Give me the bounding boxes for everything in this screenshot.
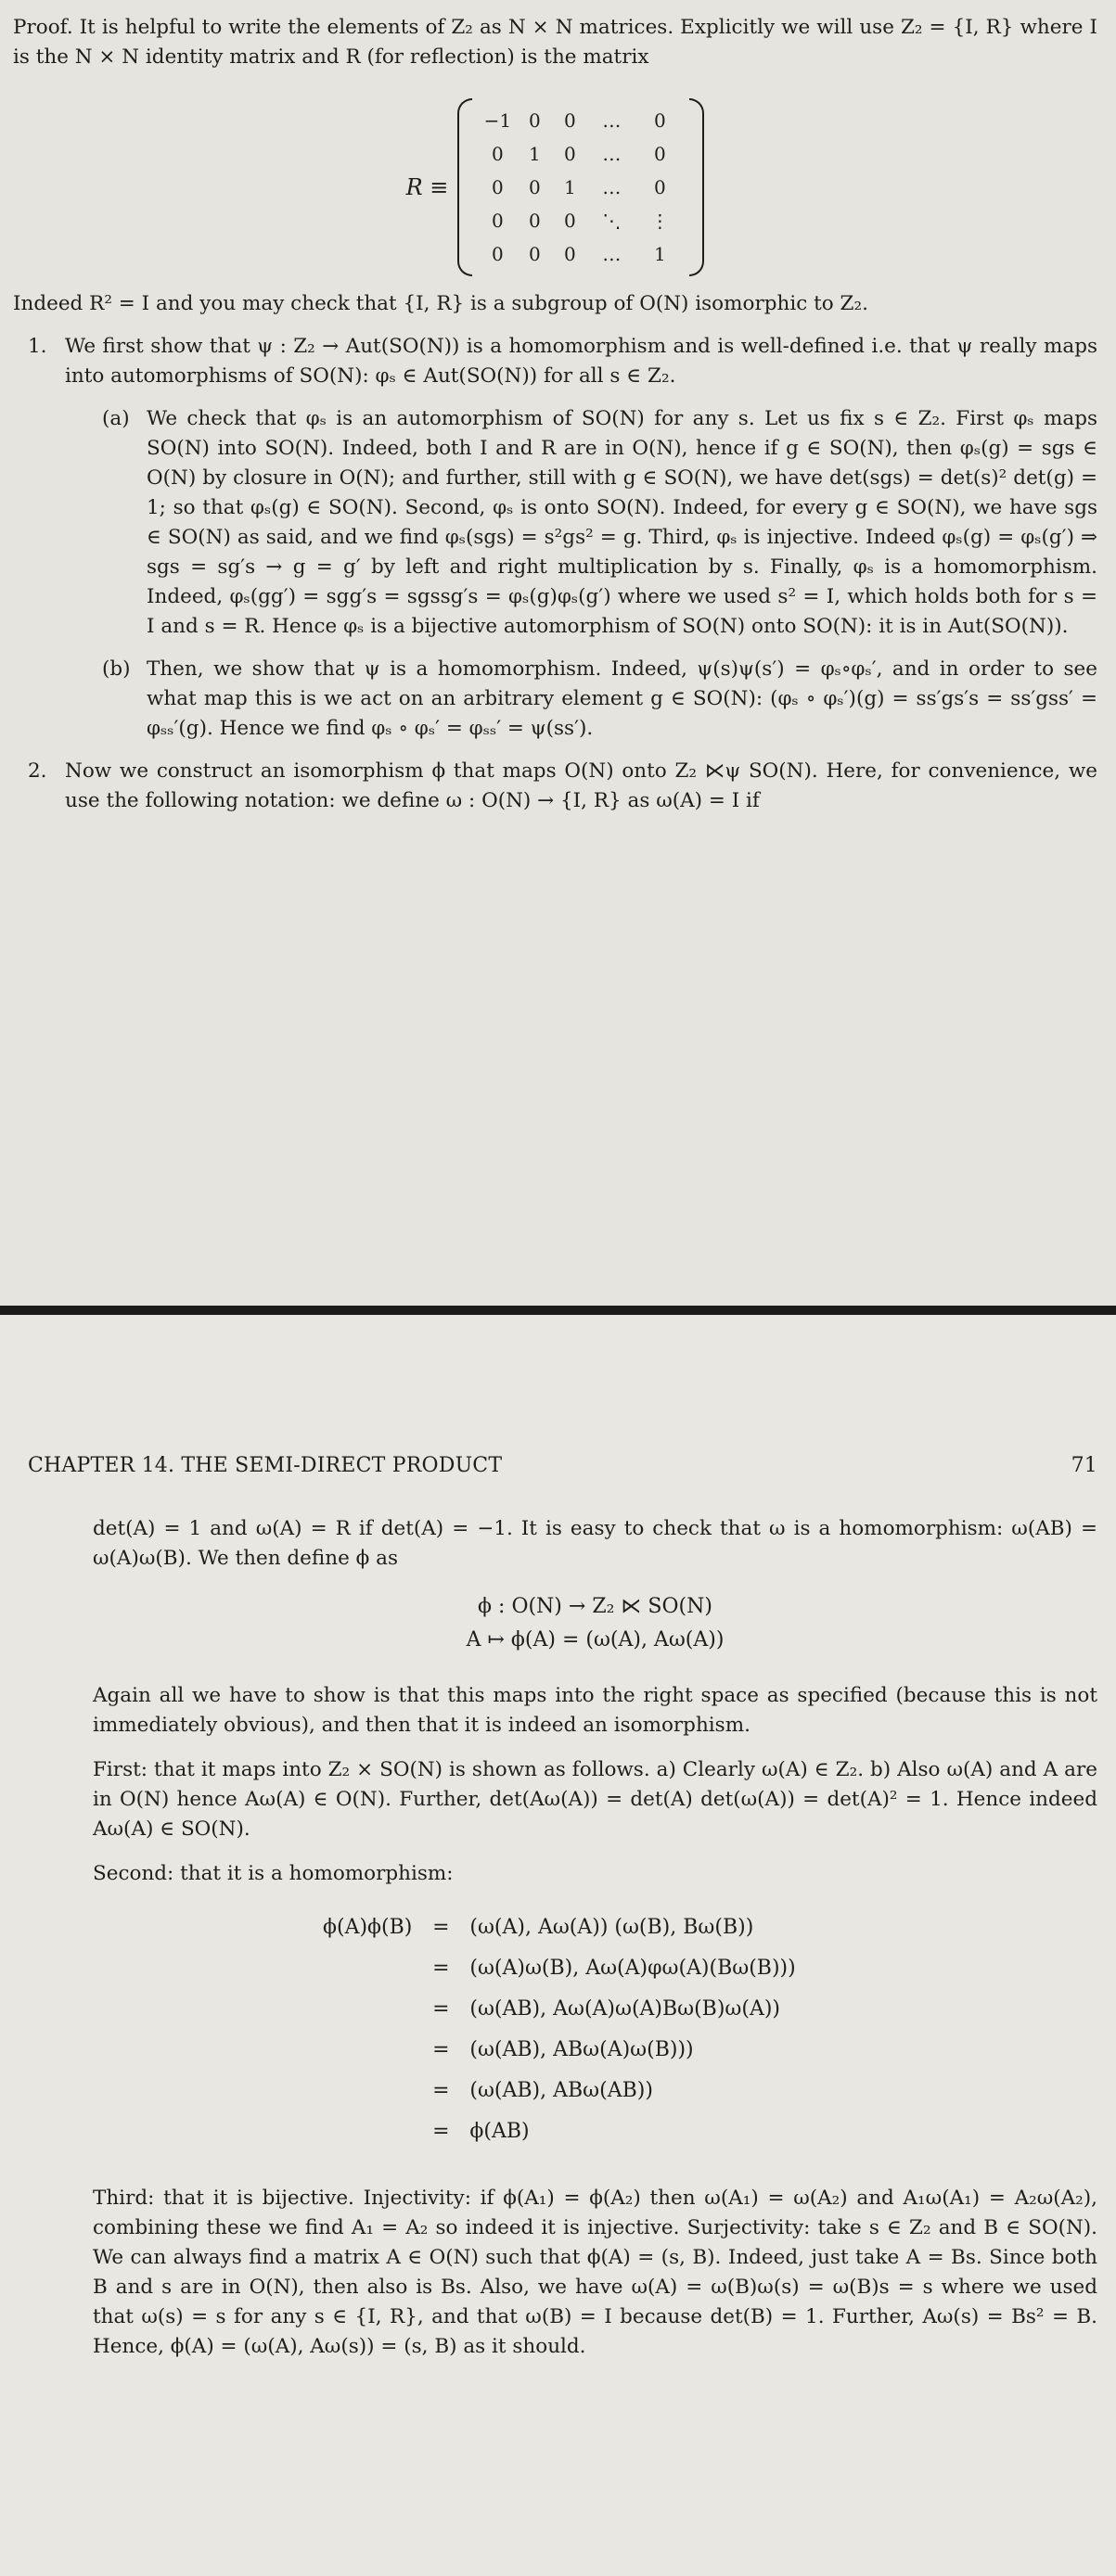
derivation-step: (ω(AB), ABω(AB)) (469, 2079, 653, 2102)
proof-intro: Proof. It is helpful to write the elements of Z₂ as N × N matrices. Explicitly we will use Z₂ = {I, R} where I is the N × N identity matrix and R (for reflection) is the matrix (13, 16, 1097, 69)
matrix-cell: … (602, 109, 622, 132)
matrix-R-display (13, 98, 1097, 276)
matrix-lhs: R ≡ (405, 174, 449, 200)
matrix-R (457, 98, 704, 276)
matrix-cell: 0 (492, 143, 504, 165)
matrix-cell: 0 (564, 143, 576, 165)
paragraph-third: Third: that it is bijective. Injectivity: if ϕ(A₁) = ϕ(A₂) then ω(A₁) = ω(A₂) and A₁ω(A₁) = A₂ω(A₂), combining these we find A₁ = A₂ so indeed it is injective. Surjectivity: take s ∈ Z₂ and B ∈ SO(N). We can always find a matrix A ∈ O(N) such that ϕ(A) = (s, B). Indeed, just take A = Bs. Since both B and s are in O(N), then also is Bs. Also, we have ω(A) = ω(B)ω(s) = ω(B)s = s where we used that ω(s) = s for any s ∈ {I, R}, and that ω(B) = I because det(B) = 1. Further, Aω(s) = Bs² = B. Hence, ϕ(A) = (ω(A), Aω(s)) = (s, B) as it should. (93, 2187, 1097, 2358)
matrix-cell: 0 (529, 176, 541, 198)
sub-item-b (65, 655, 1097, 744)
equals-sign: = (432, 1997, 450, 2021)
equals-sign: = (432, 2038, 450, 2061)
proof-list (13, 332, 1097, 816)
derivation-row (315, 2030, 803, 2071)
page-number: 71 (1071, 1454, 1097, 1477)
matrix-cell: 0 (492, 243, 504, 265)
list-number: 1. (28, 335, 47, 358)
paragraph-again: Again all we have to show is that this maps into the right space as specified (because this is not immediately obvious), and then that it is indeed an isomorphism. (93, 1684, 1097, 1737)
sub-item-b-text: Then, we show that ψ is a homomorphism. Indeed, ψ(s)ψ(s′) = φₛ∘φₛ′, and in order to see what map this is we act on an arbitrary element g ∈ SO(N): (φₛ ∘ φₛ′)(g) = ss′gs′s = ss′gss′ = φₛₛ′(g). Hence we find φₛ ∘ φₛ′ = φₛₛ′ = ψ(ss′). (147, 657, 1097, 740)
equals-sign: = (432, 2079, 450, 2102)
derivation-row (315, 1989, 803, 2030)
sub-item-a (65, 404, 1097, 642)
matrix-cell: 0 (564, 210, 576, 232)
list-number: 2. (28, 759, 47, 783)
derivation-step: ϕ(AB) (469, 2120, 530, 2143)
sub-item-a-text: We check that φₛ is an automorphism of SO(N) for any s. Let us fix s ∈ Z₂. First φₛ maps SO(N) into SO(N). Indeed, both I and R are in O(N), hence if g ∈ SO(N), then φₛ(g) = sgs ∈ O(N) by closure in O(N); and further, still with g ∈ SO(N), we have det(sgs) = det(s)² det(g) = 1; so that φₛ(g) ∈ SO(N). Second, φₛ is onto SO(N). Indeed, for every g ∈ SO(N), we have sgs ∈ SO(N) as said, and we find φₛ(sgs) = s²gs² = g. Third, φₛ is injective. Indeed φₛ(g) = φₛ(g′) ⇒ sgs = sg′s → g = g′ by left and right multiplication by s. Finally, φₛ is a homomorphism. Indeed, φₛ(gg′) = sgg′s = sgssg′s = φₛ(g)φₛ(g′) where we used s² = I, which holds both for s = I and s = R. Hence φₛ is a bijective automorphism of SO(N) onto SO(N): it is in Aut(SO(N)). (147, 407, 1097, 638)
equals-sign: = (432, 2120, 450, 2143)
matrix-cell: 0 (654, 109, 666, 132)
item-2-text: Now we construct an isomorphism ϕ that maps O(N) onto Z₂ ⋉ψ SO(N). Here, for convenience, we use the following notation: we define ω : O(N) → {I, R} as ω(A) = I if (65, 759, 1097, 812)
paragraph-second: Second: that it is a homomorphism: (93, 1862, 454, 1885)
matrix-cell: 0 (654, 143, 666, 165)
equals-sign: = (432, 1916, 450, 1939)
derivation-lhs: ϕ(A)ϕ(B) (323, 1916, 413, 1939)
derivation-row (315, 2071, 803, 2111)
running-header (28, 1454, 1097, 1477)
derivation-step: (ω(A)ω(B), Aω(A)φω(A)(Bω(B))) (469, 1957, 796, 1980)
matrix-cell: 0 (492, 176, 504, 198)
definition-line-2: A ↦ ϕ(A) = (ω(A), Aω(A)) (466, 1628, 725, 1651)
derivation-row (315, 1948, 803, 1989)
matrix-cell: 0 (529, 109, 541, 132)
derivation-step: (ω(AB), Aω(A)ω(A)Bω(B)ω(A)) (469, 1997, 781, 2021)
item-1-text: We first show that ψ : Z₂ → Aut(SO(N)) is a homomorphism and is well-defined i.e. that ψ really maps into automorphisms of SO(N): φₛ ∈ Aut(SO(N)) for all s ∈ Z₂. (65, 335, 1097, 388)
matrix-cell: 1 (529, 143, 541, 165)
paragraph-continued: det(A) = 1 and ω(A) = R if det(A) = −1. It is easy to check that ω is a homomorphism: ω(AB) = ω(A)ω(B). We then define ϕ as (93, 1517, 1097, 1570)
list-item-2 (13, 757, 1097, 816)
matrix-cell: 0 (529, 243, 541, 265)
matrix-cell: … (602, 176, 622, 198)
chapter-title: CHAPTER 14. THE SEMI-DIRECT PRODUCT (28, 1454, 503, 1477)
matrix-cell: 1 (654, 243, 666, 265)
paragraph-subgroup: Indeed R² = I and you may check that {I, R} is a subgroup of O(N) isomorphic to Z₂. (13, 292, 868, 315)
paragraph-first: First: that it maps into Z₂ × SO(N) is shown as follows. a) Clearly ω(A) ∈ Z₂. b) Also ω(A) and A are in O(N) hence Aω(A) ∈ O(N). Further, det(Aω(A)) = det(A) det(ω(A)) = det(A)² = 1. Hence indeed Aω(A) ∈ SO(N). (93, 1758, 1097, 1841)
matrix-cell: 0 (492, 210, 504, 232)
matrix-cell: −1 (483, 109, 512, 132)
definition-line-1: ϕ : O(N) → Z₂ ⋉ SO(N) (478, 1595, 712, 1618)
derivation-step: (ω(A), Aω(A)) (ω(B), Bω(B)) (469, 1916, 754, 1939)
homomorphism-derivation (315, 1907, 803, 2152)
matrix-cell: … (602, 143, 622, 165)
matrix-cell: ⋮ (650, 210, 670, 232)
matrix-cell: 1 (564, 176, 576, 198)
derivation-row (315, 1907, 803, 1948)
sub-label: (b) (102, 657, 131, 681)
matrix-cell: 0 (564, 243, 576, 265)
sub-label: (a) (102, 407, 130, 430)
definition-display (93, 1590, 1097, 1657)
matrix-cell: 0 (654, 176, 666, 198)
matrix-cell: 0 (529, 210, 541, 232)
derivation-row (315, 2111, 803, 2152)
equals-sign: = (432, 1957, 450, 1980)
page-separator (0, 1306, 1116, 1315)
page-bottom (0, 1315, 1116, 2576)
matrix-cell: ⋱ (602, 210, 622, 232)
list-item-1 (13, 332, 1097, 744)
derivation-step: (ω(AB), ABω(A)ω(B))) (469, 2038, 694, 2061)
matrix-cell: … (602, 243, 622, 265)
matrix-cell: 0 (564, 109, 576, 132)
